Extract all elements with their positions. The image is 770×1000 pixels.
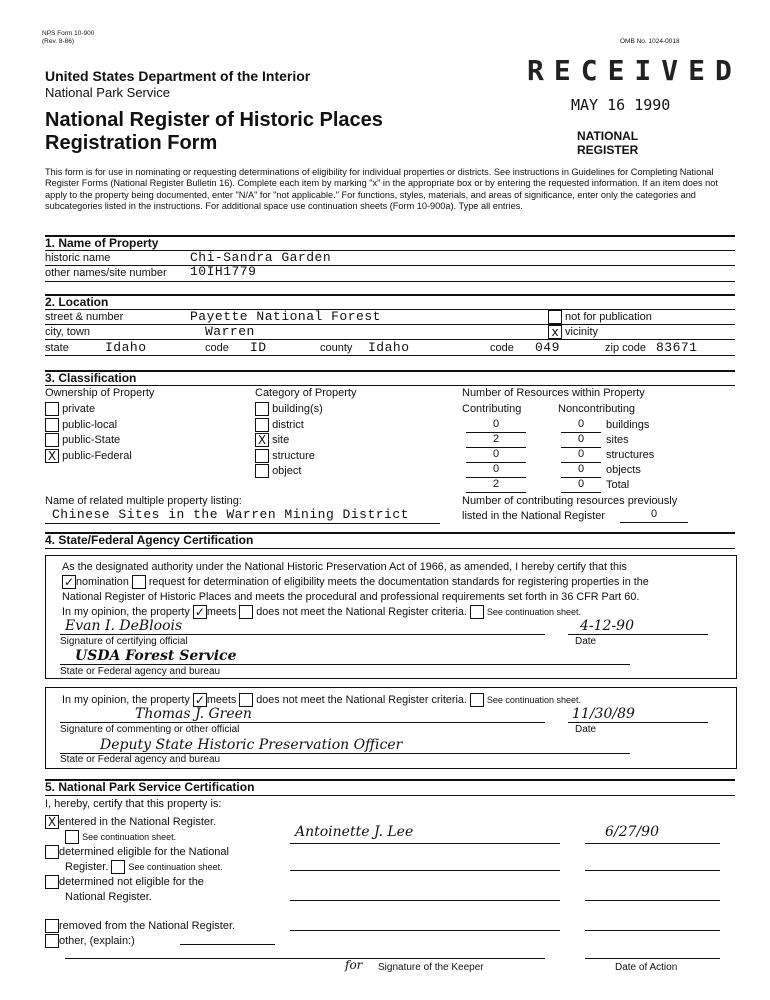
ownership-public-state[interactable] [45,433,132,449]
noncontrib-total[interactable]: 0 [561,478,601,493]
agency1-line [60,664,630,665]
other-names-field[interactable]: 10IH1779 [190,264,257,279]
prev-listed-field[interactable]: 0 [620,508,688,523]
keeper-date-line-4 [585,930,720,931]
street-field[interactable]: Payette National Forest [190,309,381,324]
instructions-text: This form is for use in nominating or requesting determinations of eligibility for individual properties or districts. See instructions in Guidelines for Completing National Register Forms (National Register Bulletin 16). Complete each item by marking "x" in the appropriate box or by entering the requested information. If an item does not apply to the property being documented, enter "N/A" for "not applicable." For functions, styles, materials, and areas of significance, enter only the categories and subcategories listed in the instructions. For additional space use continuation sheets (Form 10-900a). Type all entries. [45,167,718,211]
received-stamp [525,52,742,164]
keeper-date: 6/27/90 [605,824,659,840]
label-not-eligible-2: National Register. [65,891,152,903]
county-label: county [320,342,353,354]
see-cont-checkbox-2[interactable] [470,693,484,707]
vicinity-label: vicinity [565,326,599,338]
category-object[interactable] [255,464,323,480]
contrib-total[interactable]: 2 [466,478,526,493]
request-label: request for determination of eligibility meets the documentation standards for registering properties in the [148,576,649,588]
ownership-public-local[interactable] [45,418,132,434]
service-name: National Park Service [45,85,170,100]
keeper-date-line-3 [585,900,720,901]
ownership-public-federal[interactable] [45,449,132,465]
other-line [180,944,275,945]
prev-listed-label-1: Number of contributing resources previously [462,495,678,507]
keeper-date-line-2 [585,870,720,871]
multiple-listing-label: Name of related multiple property listing: [45,495,242,507]
divider-state [45,355,735,356]
nomination-label: nomination [76,576,129,588]
see-cont-checkbox-1[interactable] [470,605,484,619]
form-rev-text: (Rev. 8-86) [42,38,75,45]
label-removed: removed from the National Register. [59,920,236,932]
resource-label-total: Total [606,479,630,491]
ownership-private[interactable] [45,402,132,418]
label-eligible-cont: See continuation sheet. [128,862,223,872]
divider-s4-sub [45,548,735,549]
city-label: city, town [45,326,91,338]
city-field[interactable]: Warren [205,324,255,339]
label-eligible-1: determined eligible for the National [59,846,229,858]
sig1-line [60,634,545,635]
date2-line [568,722,708,723]
category-district[interactable] [255,418,323,434]
contrib-structures[interactable]: 0 [466,448,526,463]
noncontrib-objects[interactable]: 0 [561,463,601,478]
divider-s1-sub [45,250,735,251]
date-action-label: Date of Action [615,962,678,973]
option-not-eligible[interactable] [45,875,235,890]
divider-other [45,281,735,282]
label-entered-cont: See continuation sheet. [82,832,177,842]
label-object: object [272,465,302,477]
keeper-date-line-1 [585,843,720,844]
vicinity-mark: x [548,325,562,339]
page-title [45,109,383,155]
meets-checkbox-1[interactable]: ✓ [194,605,205,620]
stamp-national-register [577,129,638,157]
opinion-line-2 [62,693,581,707]
divider-s3-sub [45,385,735,386]
label-public-local: public-local [62,418,118,431]
category-structure[interactable] [255,449,323,465]
category-heading: Category of Property [255,387,357,399]
not-meet-checkbox-2[interactable] [239,693,253,707]
divider-street [45,324,735,325]
label-eligible-2: Register. [65,861,109,873]
section-2-title: 2. Location [45,295,109,309]
nps-options [45,815,235,949]
label-structure: structure [272,449,315,462]
label-other: other, (explain:) [59,935,135,947]
certification-text [62,560,732,620]
date-certifying: 4-12-90 [580,618,634,634]
resource-label-structures: structures [606,449,655,461]
other-names-label: other names/site number [45,267,167,279]
prev-listed-label-2: listed in the National Register [462,510,606,522]
date1-label: Date [575,636,597,647]
divider-multiple [45,523,440,524]
cert-line-2 [62,575,732,590]
option-eligible-cont [45,860,235,875]
noncontrib-structures[interactable]: 0 [561,448,601,463]
sig1-label: Signature of certifying official [60,636,188,647]
keeper-line-4 [290,930,560,931]
noncontributing-heading: Noncontributing [558,403,636,415]
resource-label-buildings: buildings [606,419,650,431]
ownership-heading: Ownership of Property [45,387,155,399]
stamp-national: NATIONAL [577,129,639,143]
title-line-1: National Register of Historic Places [45,109,383,131]
category-buildings[interactable] [255,402,323,418]
checkbox-site[interactable]: X [255,433,269,447]
divider-s2-sub [45,309,735,310]
county-code-field[interactable]: 049 [535,340,560,355]
not-for-publication-checkbox[interactable] [548,310,562,324]
checkbox-structure[interactable] [255,449,269,463]
section-1-title: 1. Name of Property [45,236,159,250]
ownership-list [45,402,132,464]
meets-label-1: meets [206,606,237,618]
contrib-buildings[interactable]: 0 [466,418,526,433]
sig2-line [60,722,545,723]
department-name: United States Department of the Interior [45,68,311,84]
state-field[interactable]: Idaho [105,340,147,355]
option-entered-cont[interactable] [45,830,235,845]
divider-s2 [45,294,735,296]
for-mark: for [345,958,363,972]
signature-commenting: Thomas J. Green [135,706,252,722]
keeper-main-date-line [585,958,720,959]
meets-checkbox-2[interactable]: ✓ [194,693,205,707]
label-not-eligible-1: determined not eligible for the [59,876,204,888]
label-public-state: public-State [62,434,121,446]
date2-label: Date [575,724,597,735]
date1-line [568,634,708,635]
nps-intro: I, hereby, certify that this property is: [45,798,222,810]
label-district: district [272,418,304,431]
noncontrib-buildings[interactable]: 0 [561,418,601,433]
keeper-line-1 [290,843,560,844]
not-meet-checkbox-1[interactable] [239,605,253,619]
form-number [42,30,94,46]
contributing-heading: Contributing [462,403,522,415]
section-5-title: 5. National Park Service Certification [45,780,255,794]
title-line-2: Registration Form [45,132,218,154]
form-no-text: NPS Form 10-900 [42,30,95,37]
divider-s3 [45,370,735,372]
checkbox-eligible-cont[interactable] [111,860,125,874]
historic-name-field[interactable]: Chi-Sandra Garden [190,250,332,265]
not-meet-label-2: does not meet the National Register criteria. [256,693,467,706]
resources-heading: Number of Resources within Property [462,387,645,399]
cert-line-1: As the designated authority under the National Historic Preservation Act of 1966, as amended, I hereby certify that this [62,561,627,573]
state-code-field[interactable]: ID [250,340,267,355]
signature-keeper-label: Signature of the Keeper [378,962,484,973]
opinion-text-2: In my opinion, the property [62,693,190,706]
resource-label-objects: objects [606,464,641,476]
divider-historic [45,265,735,266]
contrib-objects[interactable]: 0 [466,463,526,478]
contrib-sites[interactable]: 2 [466,433,526,448]
checkbox-private[interactable] [45,402,59,416]
option-removed[interactable] [45,919,235,934]
stamp-register: REGISTER [577,143,639,157]
agency2-label: State or Federal agency and bureau [60,754,221,765]
state-code-label: code [205,342,229,354]
label-public-federal: public-Federal [62,449,132,462]
vicinity-checkbox[interactable] [548,325,562,339]
multiple-listing-field[interactable]: Chinese Sites in the Warren Mining District [52,507,409,522]
checkbox-entered[interactable]: X [45,815,59,829]
stamp-received-text: RECEIVED [527,54,742,87]
opinion-text: In my opinion, the property [62,606,190,618]
checkbox-object[interactable] [255,464,269,478]
checkbox-district[interactable] [255,418,269,432]
divider-s5-sub [45,795,735,796]
historic-name-label: historic name [45,252,111,264]
not-for-publication-label: not for publication [565,311,652,323]
keeper-line-2 [290,870,560,871]
meets-label-2: meets [206,693,237,706]
keeper-signature: Antoinette J. Lee [295,824,414,840]
checkbox-public-state[interactable] [45,433,59,447]
noncontrib-sites[interactable]: 0 [561,433,601,448]
category-list [255,402,323,480]
stamp-date: MAY 16 1990 [571,96,671,114]
keeper-line-3 [290,900,560,901]
checkbox-eligible[interactable] [45,845,59,859]
cert-line-3: National Register of Historic Places and meets the procedural and professional requirements set forth in 36 CFR Part 60. [62,591,640,603]
checkbox-entered-cont[interactable] [65,830,79,844]
see-cont-label-1: See continuation sheet. [486,607,581,617]
checkbox-buildings[interactable] [255,402,269,416]
agency1-label: State or Federal agency and bureau [60,666,221,677]
checkbox-other[interactable] [45,934,59,948]
label-buildings: building(s) [272,403,323,415]
label-private: private [62,403,96,415]
checkbox-public-federal[interactable]: X [45,449,59,463]
resource-label-sites: sites [606,434,629,446]
section-3-title: 3. Classification [45,371,137,385]
zip-field[interactable]: 83671 [656,340,698,355]
date-commenting: 11/30/89 [572,706,635,722]
request-checkbox[interactable] [132,575,146,589]
option-entered[interactable] [45,815,235,830]
checkbox-not-eligible[interactable] [45,875,59,889]
agency-2: Deputy State Historic Preservation Officer [100,737,403,753]
agency-1: USDA Forest Service [75,648,237,664]
see-cont-label-2: See continuation sheet. [486,694,581,705]
street-label: street & number [45,311,124,323]
checkbox-removed[interactable] [45,919,59,933]
section-4-title: 4. State/Federal Agency Certification [45,533,254,547]
county-code-label: code [490,342,514,354]
sig2-label: Signature of commenting or other official [60,724,240,735]
option-eligible[interactable] [45,845,235,860]
signature-certifying: Evan I. DeBloois [65,618,183,634]
state-label: state [45,342,69,354]
county-field[interactable]: Idaho [368,340,410,355]
checkbox-public-local[interactable] [45,418,59,432]
nomination-checkbox[interactable]: ✓ [63,575,75,590]
label-site: site [272,434,290,446]
zip-label: zip code [605,342,646,354]
not-meet-label-1: does not meet the National Register criteria. [256,606,467,618]
keeper-main-line [65,958,545,959]
label-entered: entered in the National Register. [59,816,217,828]
category-site[interactable] [255,433,323,449]
omb-number: OMB No. 1024-0018 [620,38,680,45]
option-other[interactable] [45,934,235,949]
